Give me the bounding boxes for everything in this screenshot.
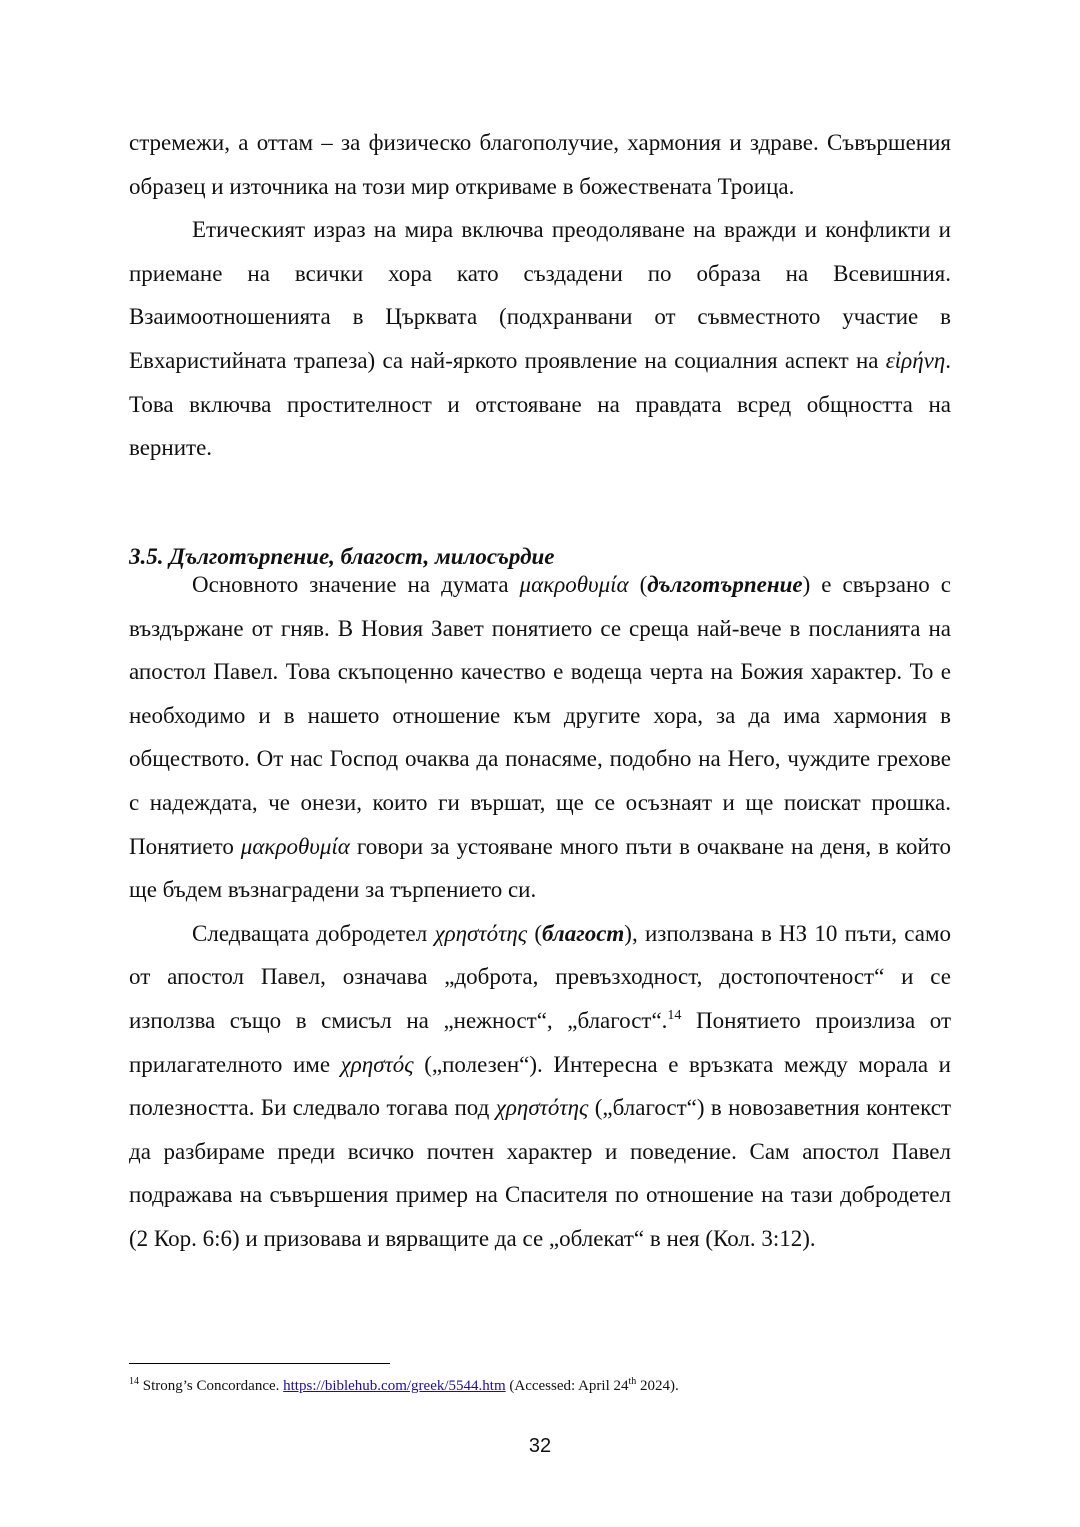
paragraph-2-text-b: . Това включва простителност и отстояване на правдата всред общността на верните.	[129, 347, 951, 461]
paragraph-3-text-a: Основното значение на думата	[192, 572, 520, 597]
footnote-accessed-end: 2024).	[636, 1378, 679, 1394]
paragraph-4-text-e: („полезен“). Интересна е връзката между морала и полезността. Би следвало тогава под	[129, 1051, 951, 1121]
greek-term-makrothymia-2: μακροθυμία	[240, 833, 350, 859]
footnote-accessed-sup: th	[628, 1376, 637, 1387]
body-block-bottom	[129, 563, 951, 1261]
greek-term-chrestotes: χρηστότης	[434, 920, 528, 946]
footnote	[129, 1376, 951, 1396]
greek-term-eirene: εἰρήνη	[885, 347, 946, 373]
page-number: 32	[528, 1435, 552, 1457]
paragraph-4-text-b: (	[527, 920, 542, 946]
term-dalgotarpenie: дълготърпение	[647, 572, 803, 597]
paragraph-2-text-a: Етическият израз на мира включва преодоляване на вражди и конфликти и приемане на всички хора като създадени по образа на Всевишния. Взаимоотношенията в Църквата (подхранвани от съвместното участие в Евхаристийната трапеза) са най-яркото проявление на социалния аспект на	[129, 217, 951, 373]
paragraph-3	[129, 563, 951, 912]
section-heading: 3.5. Дълготърпение, благост, милосърдие	[129, 544, 555, 569]
paragraph-3-text-b: (	[628, 572, 648, 597]
footnote-reference[interactable]: 14	[667, 1007, 682, 1023]
footnote-separator	[129, 1363, 390, 1364]
paragraph-2	[129, 208, 951, 470]
paragraph-3-text-c: ) е свързано с въздържане от гняв. В Новия Завет понятието се среща най-вече в посланията на апостол Павел. Това скъпоценно качество е водеща черта на Божия характер. То е необходимо и в нашето отношение към другите хора, за да има хармония в обществото. От нас Господ очаква да понасяме, подобно на Него, чуждите грехове с надеждата, че онези, които ги вършат, ще се осъзнаят и ще поискат прошка. Понятието	[129, 572, 951, 859]
paragraph-4-text-a: Следващата добродетел	[192, 920, 435, 946]
body-block-top	[129, 121, 951, 470]
footnote-source: Strong’s Concordance.	[139, 1378, 284, 1394]
footnote-link[interactable]: https://biblehub.com/greek/5544.htm	[283, 1378, 506, 1394]
paragraph-1: стремежи, а оттам – за физическо благополучие, хармония и здраве. Съвършения образец и източника на този мир откриваме в божествената Троица.	[129, 130, 951, 199]
footnote-number: 14	[129, 1376, 139, 1387]
greek-term-chrestos: χρηστός	[340, 1051, 414, 1077]
footnote-accessed: (Accessed: April 24	[505, 1378, 629, 1394]
paragraph-4-text-c: ), използвана в НЗ 10 пъти, само от апостол Павел, означава „доброта, превъзходност, достопочтеност“ и се използва също в смисъл на „нежност“, „благост“.	[129, 920, 951, 1033]
greek-term-makrothymia: μακροθυμία	[519, 572, 629, 597]
term-blagost: благост	[542, 920, 625, 946]
paragraph-4	[129, 912, 951, 1261]
paragraph-3-text-d: говори за устояване много пъти в очакване на деня, в който ще бъдем възнаградени за търпението си.	[129, 833, 951, 903]
paragraph-4-text-d: Понятието произлиза от прилагателното име	[129, 1007, 951, 1077]
paragraph-4-text-f: („благост“) в новозаветния контекст да разбираме преди всичко почтен характер и поведение. Сам апостол Павел подражава на съвършения пример на Спасителя по отношение на тази добродетел (2 Кор. 6:6) и призовава и вярващите да се „облекат“ в нея (Кол. 3:12).	[129, 1095, 951, 1251]
greek-term-chrestotes-2: χρηστότης	[495, 1095, 589, 1121]
